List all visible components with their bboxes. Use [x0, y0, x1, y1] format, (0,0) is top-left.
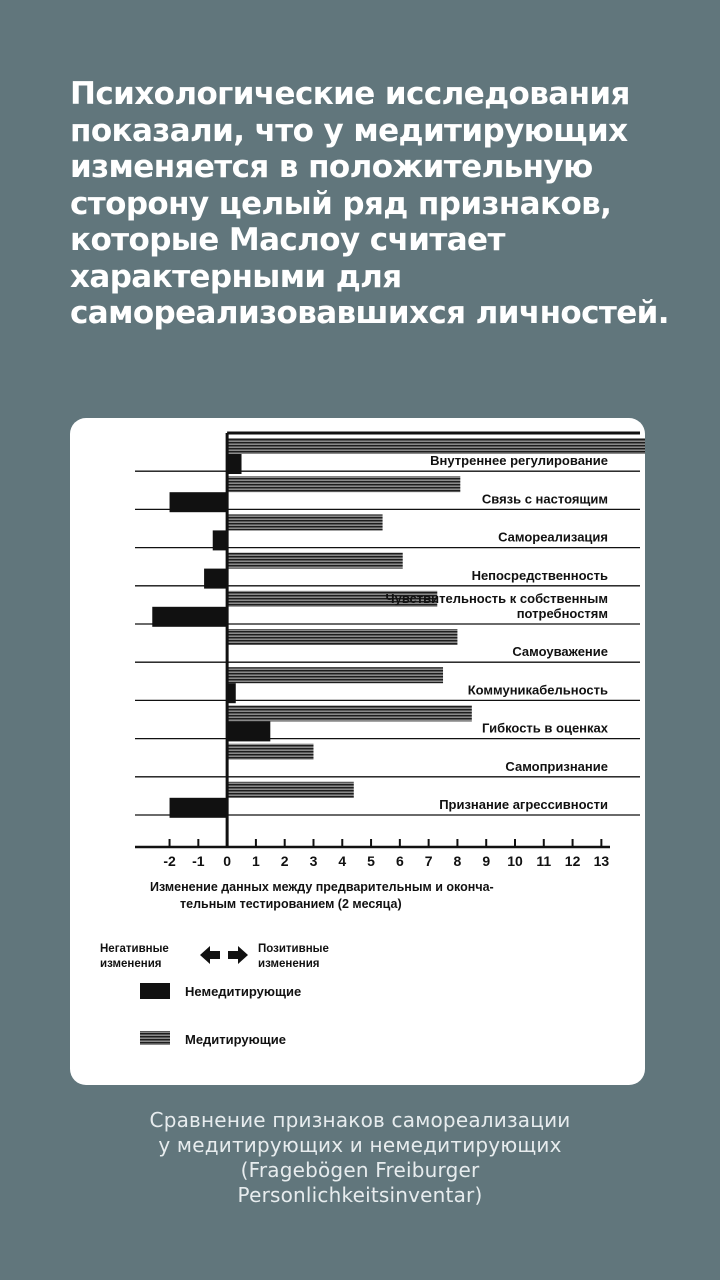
x-tick-label: 13: [593, 853, 610, 869]
chart-card: [70, 418, 645, 1085]
x-axis-label-line: тельным тестированием (2 месяца): [180, 897, 402, 911]
arrow-right-icon: [228, 946, 248, 964]
headline: Психологические исследования показали, что у медитирующих изменяется в положительную сторону целый ряд признаков, которые Маслоу считает характерными для самореализовавшихся личностей.: [70, 76, 669, 331]
figure-caption: [60, 1108, 660, 1208]
meditating-bar: [227, 629, 457, 645]
meditating-bar: [227, 667, 443, 683]
meditating-bar: [227, 553, 403, 569]
category-label: потребностям: [516, 606, 608, 621]
x-tick-label: 4: [338, 853, 347, 869]
x-tick-label: 9: [482, 853, 491, 869]
x-tick-label: 11: [536, 853, 552, 869]
legend-swatch-meditating: [140, 1031, 170, 1045]
x-axis-label: [150, 880, 494, 911]
x-tick-label: 0: [223, 853, 232, 869]
caption-line: у медитирующих и немедитирующих: [158, 1133, 562, 1157]
nonmeditating-bar: [227, 454, 241, 474]
legend-label-nonmeditating: Немедитирующие: [185, 984, 302, 999]
x-tick-label: 8: [453, 853, 462, 869]
caption-line: Сравнение признаков самореализации: [149, 1108, 571, 1132]
nonmeditating-bar: [227, 721, 270, 741]
x-tick-label: 7: [424, 853, 433, 869]
legend: [100, 943, 329, 1047]
category-label: Непосредственность: [471, 567, 608, 583]
x-tick-labels: [163, 853, 609, 869]
nonmeditating-bar: [170, 492, 228, 512]
x-tick-label: 2: [280, 853, 289, 869]
category-label: Внутреннее регулирование: [430, 453, 608, 469]
nonmeditating-bar: [152, 607, 227, 627]
x-tick-label: 3: [309, 853, 318, 869]
arrow-left-icon: [200, 946, 220, 964]
chart: [70, 418, 645, 1085]
x-tick-label: 5: [367, 853, 375, 869]
meditating-bar: [227, 476, 460, 492]
meditating-bar: [227, 438, 645, 454]
category-label: Гибкость в оценках: [482, 720, 608, 736]
legend-label-meditating: Медитирующие: [185, 1032, 286, 1047]
category-label: Самопризнание: [505, 758, 608, 774]
meditating-bar: [227, 514, 382, 530]
nonmeditating-bar: [204, 569, 227, 589]
legend-negative-label: Негативные: [100, 943, 169, 955]
x-tick-label: -2: [163, 853, 176, 869]
caption-line: Personlichkeitsinventar): [237, 1183, 483, 1207]
legend-negative-label: изменения: [100, 958, 162, 970]
category-label: Чувствительность к собственным: [385, 591, 608, 606]
nonmeditating-bar: [170, 798, 228, 818]
caption-line: (Fragebögen Freiburger: [240, 1158, 480, 1182]
category-label: Коммуникабельность: [467, 682, 608, 698]
meditating-bar: [227, 782, 354, 798]
meditating-bar: [227, 744, 313, 760]
x-tick-label: 1: [252, 853, 260, 869]
category-label: Связь с настоящим: [481, 491, 608, 507]
x-tick-label: 12: [564, 853, 581, 869]
meditating-bar: [227, 705, 472, 721]
legend-positive-label: изменения: [258, 958, 320, 970]
nonmeditating-bar: [213, 530, 227, 550]
legend-positive-label: Позитивные: [258, 943, 329, 955]
x-tick-label: -1: [192, 853, 205, 869]
legend-swatch-nonmeditating: [140, 983, 170, 999]
category-label: Самоуважение: [512, 644, 608, 660]
category-label: Признание агрессивности: [439, 797, 608, 812]
x-tick-label: 6: [395, 853, 404, 869]
category-label: Самореализация: [498, 529, 608, 545]
x-axis-label-line: Изменение данных между предварительным и оконча-: [150, 880, 494, 894]
x-tick-label: 10: [507, 853, 523, 869]
